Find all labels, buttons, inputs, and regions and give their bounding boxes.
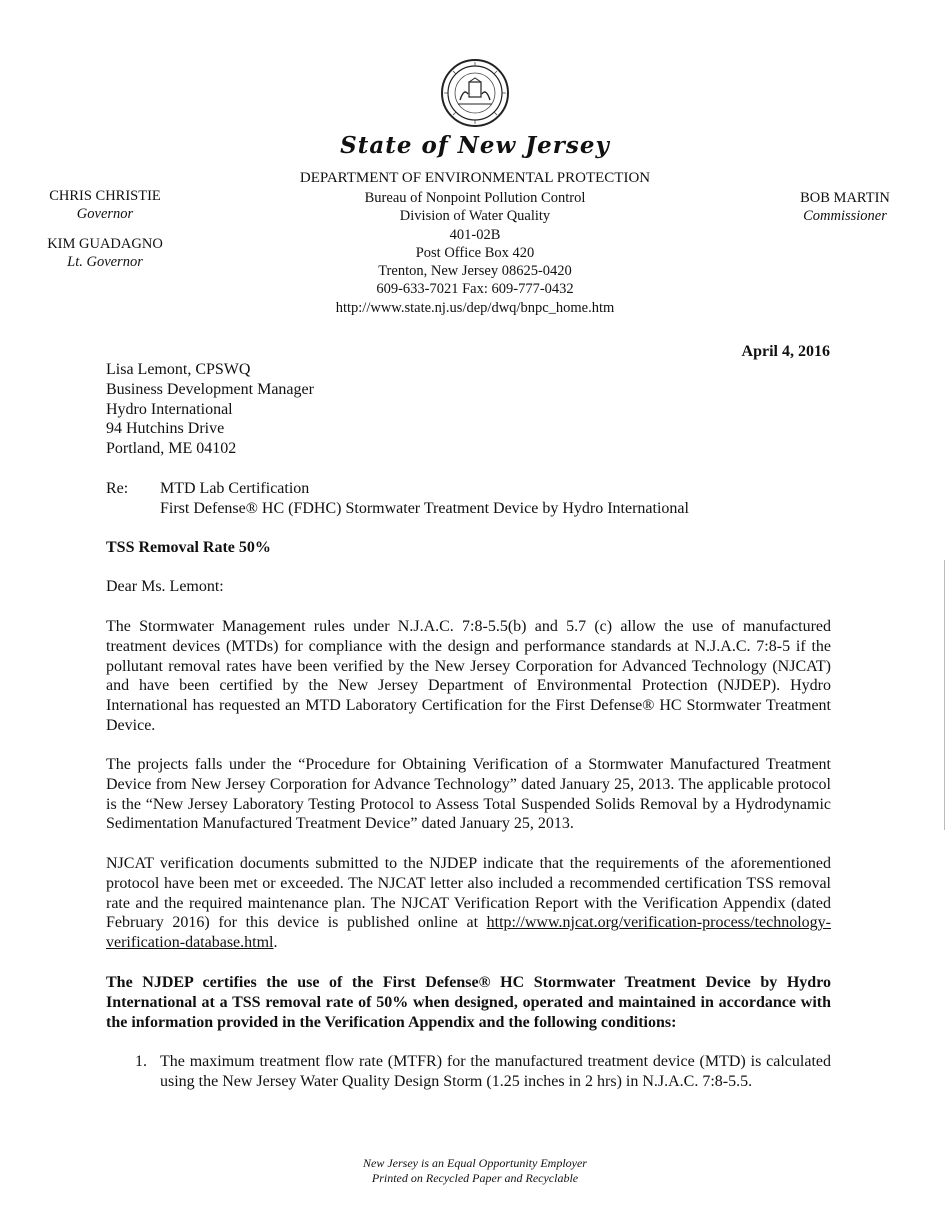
footer-line-1: New Jersey is an Equal Opportunity Employer [363,1156,587,1170]
recipient-line: Business Development Manager [106,380,314,398]
governor-block [20,187,190,223]
paragraph-3-end: . [273,934,278,952]
recipient-line: Portland, ME 04102 [106,440,237,458]
paragraph-2: The projects falls under the “Procedure for Obtaining Verification of a Stormwater Manufactured Treatment Device from New Jersey Corporation for Advance Technology” dated January 25, 2013. The applicable protocol is the “New Jersey Laboratory Testing Protocol to Assess Total Suspended Solids Removal by a Hydrodynamic Sedimentation Manufactured Treatment Device” dated January 25, 2013. [106,756,831,833]
re-line: First Defense® HC (FDHC) Stormwater Treatment Device by Hydro International [160,499,689,517]
department-url: http://www.state.nj.us/dep/dwq/bnpc_home.htm [335,299,615,316]
recipient-line: 94 Hutchins Drive [106,420,225,438]
address-line: Post Office Box 420 [415,244,535,261]
lt-governor-title: Lt. Governor [67,254,143,270]
state-name: State of New Jersey [340,132,610,159]
paragraph-1: The Stormwater Management rules under N.J.A.C. 7:8-5.5(b) and 5.7 (c) allow the use of manufactured treatment devices (MTDs) for compliance with the design and performance standards at N.J.A.C. 7:8-5 if the pollutant removal rates have been verified by the New Jersey Corporation for Advanced Technology (NJCAT) and have been certified by the New Jersey Department of Environmental Protection (NJDEP). Hydro International has requested an MTD Laboratory Certification for the First Defense® HC Stormwater Treatment Device. [106,618,831,734]
governor-title: Governor [76,206,134,222]
address-line: Bureau of Nonpoint Pollution Control [364,190,586,206]
commissioner-name: BOB MARTIN [800,190,890,206]
address-line: Trenton, New Jersey 08625-0420 [378,263,572,280]
re-line: MTD Lab Certification [160,480,310,497]
state-seal-icon [440,58,510,128]
paragraph-3-text: NJCAT verification documents submitted to the NJDEP indicate that the requirements of the aforementioned protocol have been met or exceeded. The NJCAT letter also included a recommended certification TSS removal rate and the required maintenance plan. The NJCAT Verification Report with the Verification Appendix (dated February 2016) for this device is published online at [106,855,831,932]
address-line: 401-02B [449,226,501,243]
department-name: DEPARTMENT OF ENVIRONMENTAL PROTECTION [299,170,651,186]
footer-line-2: Printed on Recycled Paper and Recyclable [371,1171,579,1185]
njcat-database-link[interactable]: http://www.njcat.org/verification-process/technology-verification-database.html [106,914,831,952]
greeting: Dear Ms. Lemont: [106,578,224,595]
commissioner-block [760,189,930,225]
paragraph-3 [106,854,831,953]
footer [0,1156,950,1186]
address-line: Division of Water Quality [399,208,551,225]
condition-number: 1. [135,1053,147,1070]
commissioner-title: Commissioner [803,208,887,224]
lt-governor-block [20,235,190,271]
re-subject [160,479,689,519]
recipient-line: Hydro International [106,400,233,418]
recipient-address [106,360,314,459]
letter-date: April 4, 2016 [741,343,830,360]
scan-margin-line [944,560,945,830]
tss-heading: TSS Removal Rate 50% [106,539,271,556]
lt-governor-name: KIM GUADAGNO [47,236,163,252]
re-label: Re: [106,480,129,497]
certification-statement: The NJDEP certifies the use of the First Defense® HC Stormwater Treatment Device by Hydro International at a TSS removal rate of 50% when designed, operated and maintained in accordance with the information provided in the Verification Appendix and the following conditions: [106,974,831,1031]
recipient-line: Lisa Lemont, CPSWQ [106,361,251,378]
governor-name: CHRIS CHRISTIE [49,188,161,204]
address-line: 609-633-7021 Fax: 609-777-0432 [376,281,574,298]
condition-text: The maximum treatment flow rate (MTFR) for the manufactured treatment device (MTD) is calculated using the New Jersey Water Quality Design Storm (1.25 inches in 2 hrs) in N.J.A.C. 7:8-5.5. [160,1053,831,1090]
